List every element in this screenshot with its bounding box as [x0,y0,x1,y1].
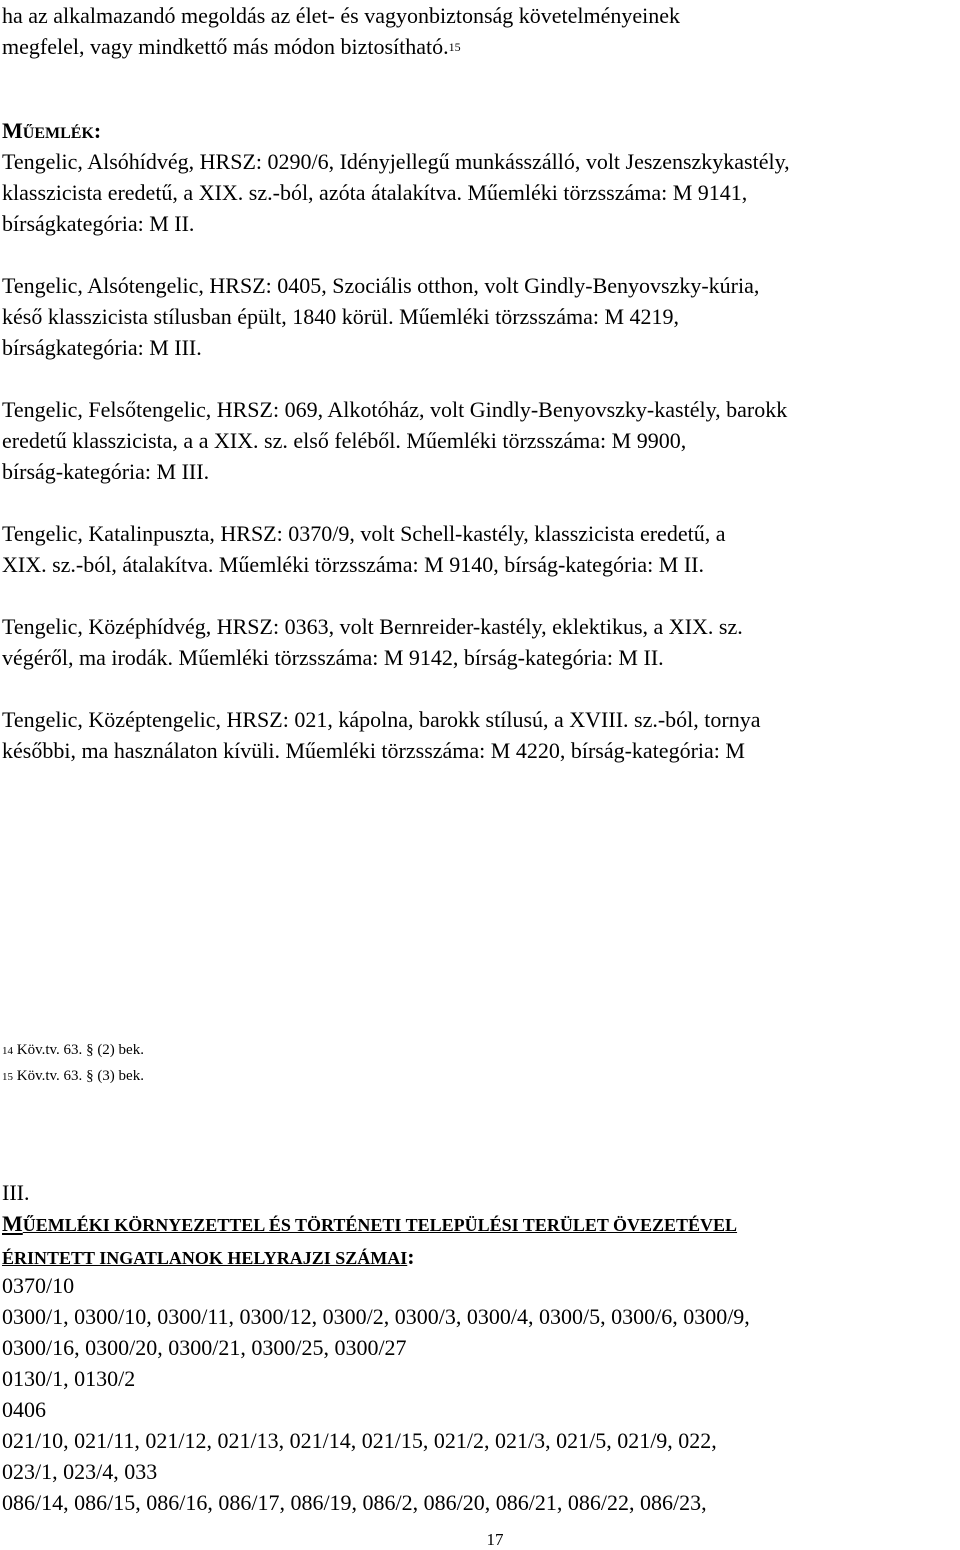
parcel-line: 0300/1, 0300/10, 0300/11, 0300/12, 0300/2, 0300/3, 0300/4, 0300/5, 0300/6, 0300/9, [2,1304,750,1329]
section-title [2,1208,737,1274]
monument-entry [2,704,761,766]
footnotes [2,1038,144,1090]
heading-rest: ŰEMLÉK [22,125,94,142]
monument-entry [2,270,759,363]
monument-entry [2,611,743,673]
intro-line: ha az alkalmazandó megoldás az élet- és vagyonbiztonság követelményeinek [2,3,681,28]
footnote-text: (2) bek. [97,1042,144,1058]
entry-line: bírság-kategória: M III. [2,459,210,484]
entry-line: Tengelic, Középtengelic, HRSZ: 021, kápolna, barokk stílusú, a XVIII. sz.-ból, tornya [2,707,761,732]
page-number: 17 [486,1530,504,1549]
entry-line: XIX. sz.-ból, átalakítva. Műemléki törzsszáma: M 9140, bírság-kategória: M II. [2,552,704,577]
footnote-number: 14 [2,1045,13,1057]
entry-line: késő klasszicista stílusban épült, 1840 körül. Műemléki törzsszáma: M 4219, [2,304,680,329]
parcel-line: 0370/10 [2,1273,75,1298]
entry-line: klasszicista eredetű, a XIX. sz.-ból, azóta átalakítva. Műemléki törzsszáma: M 9141, [2,180,748,205]
section-mark-icon: § [86,1068,94,1084]
entry-line: bírságkategória: M III. [2,335,202,360]
footnote-text: (3) bek. [97,1068,144,1084]
section-number: III. [2,1180,30,1205]
section-title-first-letter: M [2,1211,23,1236]
entry-line: végéről, ma irodák. Műemléki törzsszáma: M 9142, bírság-kategória: M II. [2,645,664,670]
parcel-line: 0130/1, 0130/2 [2,1366,136,1391]
footnote-text: Köv.tv. 63. [16,1042,83,1058]
entry-line: Tengelic, Alsótengelic, HRSZ: 0405, Szociális otthon, volt Gindly-Benyovszky-kúria, [2,273,760,298]
footnote-reference: 15 [448,40,461,54]
entry-line: Tengelic, Felsőtengelic, HRSZ: 069, Alkotóház, volt Gindly-Benyovszky-kastély, barokk [2,397,788,422]
parcel-line: 0300/16, 0300/20, 0300/21, 0300/25, 0300/27 [2,1335,407,1360]
intro-line-text: megfelel, vagy mindkettő más módon biztosítható. [2,34,449,59]
monument-entry [2,146,790,239]
section-heading-muemlek [2,115,101,149]
entry-line: Tengelic, Alsóhídvég, HRSZ: 0290/6, Idényjellegű munkásszálló, volt Jeszenszkykastély, [2,149,790,174]
entry-line: eredetű klasszicista, a a XIX. sz. első feléből. Műemléki törzsszáma: M 9900, [2,428,687,453]
parcel-number-list [2,1270,750,1518]
section-title-text: ÉRINTETT INGATLANOK HELYRAJZI SZÁMAI [2,1248,408,1268]
heading-suffix: : [93,118,102,143]
entry-line: bírságkategória: M II. [2,211,195,236]
heading-first-letter: M [2,118,23,143]
intro-paragraph [2,0,680,66]
section-title-suffix: : [407,1244,415,1269]
footnote [2,1038,144,1064]
entry-line: Tengelic, Középhídvég, HRSZ: 0363, volt Bernreider-kastély, eklektikus, a XIX. sz. [2,614,743,639]
parcel-line: 086/14, 086/15, 086/16, 086/17, 086/19, 086/2, 086/20, 086/21, 086/22, 086/23, [2,1490,707,1515]
footnote-text: Köv.tv. 63. [16,1068,83,1084]
intro-line [2,31,680,66]
entry-line: Tengelic, Katalinpuszta, HRSZ: 0370/9, volt Schell-kastély, klasszicista eredetű, a [2,521,726,546]
footnote-number: 15 [2,1071,13,1083]
entry-line: későbbi, ma használaton kívüli. Műemléki törzsszáma: M 4220, bírság-kategória: M [2,738,745,763]
section-title-text: ŰEMLÉKI KÖRNYEZETTEL ÉS TÖRTÉNETI TELEPÜLÉSI TERÜLET ÖVEZETÉVEL [22,1215,738,1235]
parcel-line: 0406 [2,1397,46,1422]
parcel-line: 023/1, 023/4, 033 [2,1459,158,1484]
section-title-line [2,1208,737,1241]
footnote [2,1064,144,1090]
monument-entry [2,518,725,580]
parcel-line: 021/10, 021/11, 021/12, 021/13, 021/14, 021/15, 021/2, 021/3, 021/5, 021/9, 022, [2,1428,717,1453]
monument-entry [2,394,787,487]
section-mark-icon: § [86,1042,94,1058]
